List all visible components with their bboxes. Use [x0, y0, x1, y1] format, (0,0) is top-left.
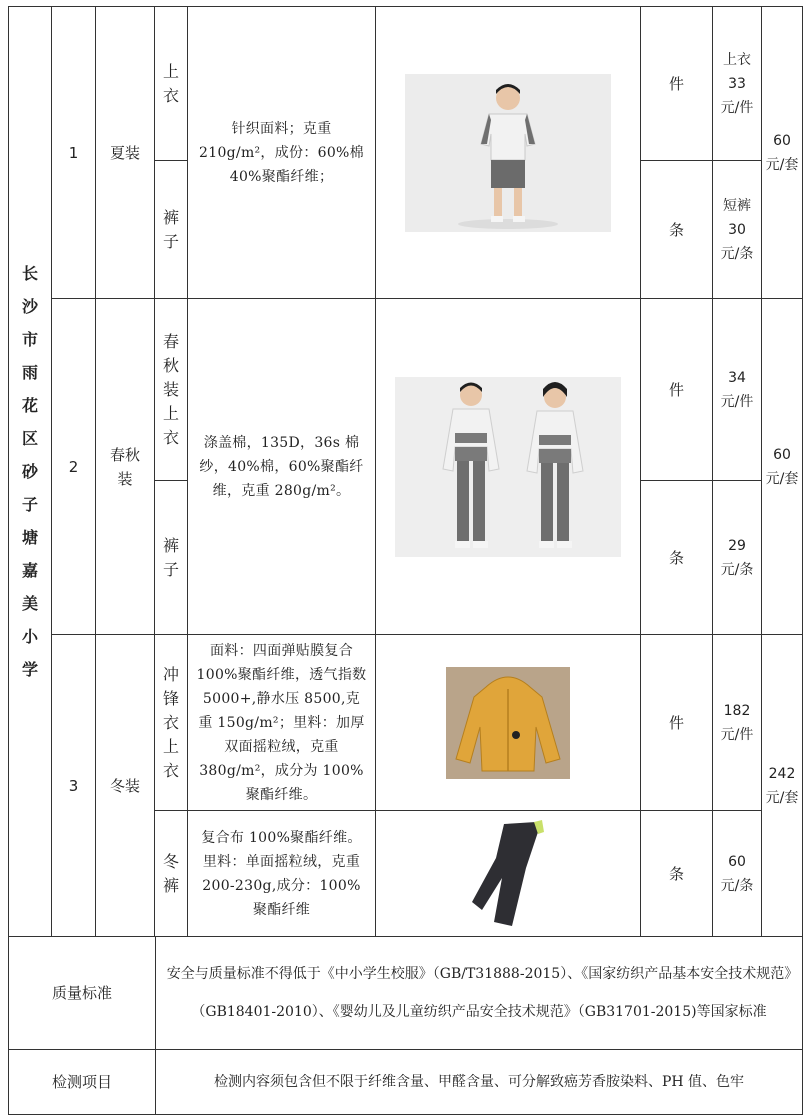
quality-text: 安全与质量标准不得低于《中小学生校服》（GB/T31888-2015）、《国家纺织产品基本安全技术规范》（GB18401-2010）、《婴幼儿及儿童纺织产品安全技术规范》（GB31701-2015)等国家标准 [166, 966, 792, 1020]
quality-label: 质量标准 [8, 936, 156, 1050]
inspection-text: 检测内容须包含但不限于纤维含量、甲醛含量、可分解致癌芳香胺染料、PH 值、色牢 [213, 1074, 745, 1090]
row3-item1-fabric: 面料：四面弹贴膜复合100%聚酯纤维，透气指数 5000+,静水压 8500,克重 150g/m²；里料：加厚双面摇粒绒，克重380g/m²，成分为 100%聚酯纤维。 [187, 634, 376, 811]
row2-fabric: 涤盖棉，135D，36s 棉纱，40%棉，60%聚酯纤维，克重 280g/m²。 [187, 298, 376, 635]
row1-item2-name: 裤子 [154, 160, 188, 299]
row3-item1-unit: 件 [640, 634, 713, 811]
row3-item2-name: 冬裤 [154, 810, 188, 937]
quality-text-cell [155, 936, 803, 1050]
row3-item2-fabric: 复合布 100%聚酯纤维。里料：单面摇粒绒，克重 200-230g,成分：100%聚酯纤维 [187, 810, 376, 937]
row2-item1-price: 34元/件 [712, 298, 762, 481]
row2-item1-unit: 件 [640, 298, 713, 481]
row1-item2-price: 短裤30元/条 [712, 160, 762, 299]
row3-item2-price: 60元/条 [712, 810, 762, 937]
row2-item2-price: 29元/条 [712, 480, 762, 635]
winter-pants-image [468, 818, 548, 930]
row1-item1-price: 上衣33元/件 [712, 6, 762, 161]
row1-item2-unit: 条 [640, 160, 713, 299]
spring-autumn-uniform-image [395, 377, 621, 557]
row3-item1-image-cell [375, 634, 641, 811]
row1-item1-unit: 件 [640, 6, 713, 161]
row1-image-cell [375, 6, 641, 299]
row3-category: 冬装 [95, 634, 155, 937]
row2-item1-name: 春秋装上衣 [154, 298, 188, 481]
row2-item2-unit: 条 [640, 480, 713, 635]
row3-item1-name: 冲锋衣上衣 [154, 634, 188, 811]
row2-item2-name: 裤子 [154, 480, 188, 635]
inspection-label: 检测项目 [8, 1049, 156, 1115]
row1-item1-name: 上衣 [154, 6, 188, 161]
row3-set-price: 242元/套 [761, 634, 803, 937]
row2-index: 2 [51, 298, 96, 635]
row3-item2-image-cell [375, 810, 641, 937]
row2-category: 春秋装 [95, 298, 155, 635]
summer-uniform-image [405, 74, 611, 232]
school-name-cell [8, 6, 52, 937]
row3-item2-unit: 条 [640, 810, 713, 937]
school-name: 长沙市雨花区砂子塘嘉美小学 [21, 264, 38, 679]
row3-item1-price: 182元/件 [712, 634, 762, 811]
inspection-text-cell [155, 1049, 803, 1115]
row1-index: 1 [51, 6, 96, 299]
row1-category: 夏装 [95, 6, 155, 299]
row3-index: 3 [51, 634, 96, 937]
row1-fabric: 针织面料；克重 210g/m²，成份：60%棉 40%聚酯纤维； [187, 6, 376, 299]
row1-set-price: 60元/套 [761, 6, 803, 299]
row2-set-price: 60元/套 [761, 298, 803, 635]
row2-image-cell [375, 298, 641, 635]
winter-jacket-image [446, 667, 570, 779]
